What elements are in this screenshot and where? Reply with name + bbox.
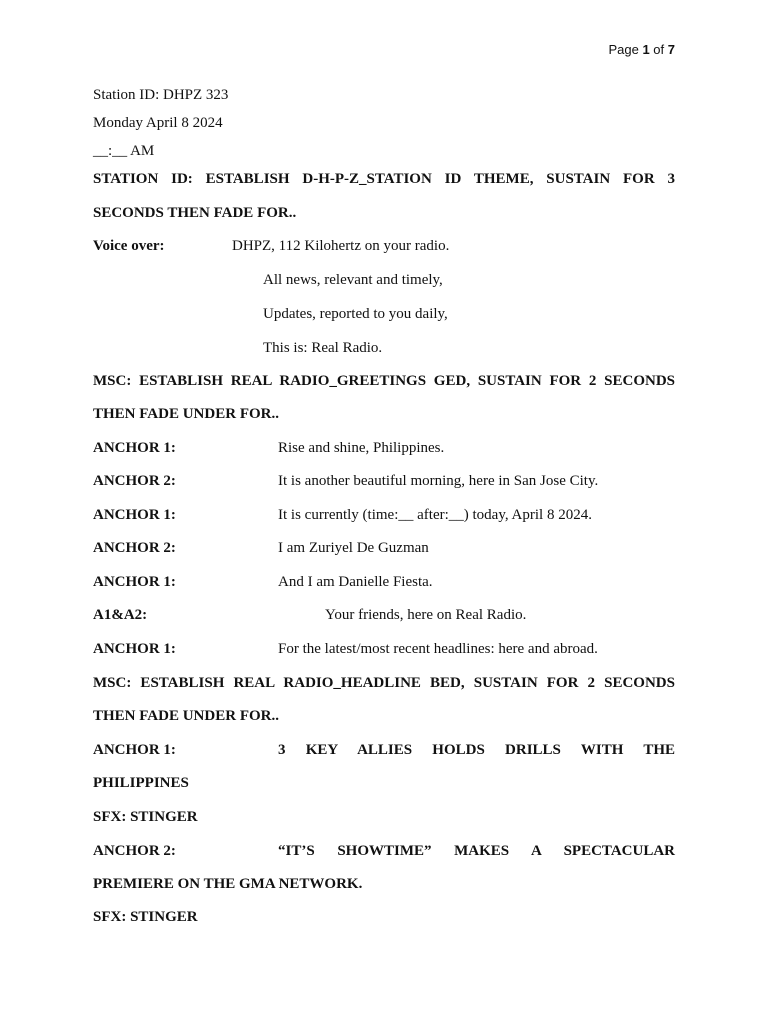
headline-row bbox=[93, 742, 675, 759]
voice-over-label: Voice over: bbox=[93, 238, 165, 254]
greetings-cue-line2: THEN FADE UNDER FOR.. bbox=[93, 406, 279, 422]
dialogue-row bbox=[93, 607, 675, 624]
speaker-label: ANCHOR 1: bbox=[93, 440, 176, 456]
speaker-label: ANCHOR 1: bbox=[93, 641, 176, 657]
speaker-label: ANCHOR 2: bbox=[93, 540, 176, 556]
dialogue-text: And I am Danielle Fiesta. bbox=[278, 574, 433, 590]
page-number bbox=[608, 42, 675, 57]
headline-text: “IT’S SHOWTIME” MAKES A SPECTACULAR bbox=[278, 843, 675, 859]
headline-row bbox=[93, 843, 675, 860]
dialogue-text: For the latest/most recent headlines: here and abroad. bbox=[278, 641, 598, 657]
page-prefix: Page bbox=[608, 42, 639, 57]
dialogue-text: It is currently (time:__ after:__) today, April 8 2024. bbox=[278, 507, 592, 523]
voice-over-row bbox=[93, 238, 675, 255]
speaker-label: ANCHOR 2: bbox=[93, 843, 176, 859]
page-of: of bbox=[653, 42, 665, 57]
speaker-label: A1&A2: bbox=[93, 607, 148, 623]
dialogue-row bbox=[93, 473, 675, 490]
dialogue-text: I am Zuriyel De Guzman bbox=[278, 540, 429, 556]
sfx-cue: SFX: STINGER bbox=[93, 909, 198, 925]
dialogue-text: It is another beautiful morning, here in San Jose City. bbox=[278, 473, 599, 489]
headline-text-continued: PHILIPPINES bbox=[93, 775, 189, 791]
station-id-cue-line1: STATION ID: ESTABLISH D-H-P-Z_STATION ID THEME, SUSTAIN FOR 3 bbox=[93, 171, 675, 187]
headline-cue-line2: THEN FADE UNDER FOR.. bbox=[93, 708, 279, 724]
voice-over-line: DHPZ, 112 Kilohertz on your radio. bbox=[232, 238, 450, 254]
dialogue-row bbox=[93, 440, 675, 457]
sfx-cue: SFX: STINGER bbox=[93, 809, 198, 825]
voice-over-line: Updates, reported to you daily, bbox=[263, 306, 448, 322]
time-line: __:__ AM bbox=[93, 143, 155, 159]
speaker-label: ANCHOR 1: bbox=[93, 574, 176, 590]
dialogue-text: Your friends, here on Real Radio. bbox=[325, 607, 527, 623]
dialogue-text: Rise and shine, Philippines. bbox=[278, 440, 445, 456]
headline-text: 3 KEY ALLIES HOLDS DRILLS WITH THE bbox=[278, 742, 675, 758]
speaker-label: ANCHOR 2: bbox=[93, 473, 176, 489]
headline-cue-line1: MSC: ESTABLISH REAL RADIO_HEADLINE BED, SUSTAIN FOR 2 SECONDS bbox=[93, 675, 675, 691]
dialogue-row bbox=[93, 540, 675, 557]
voice-over-line: All news, relevant and timely, bbox=[263, 272, 443, 288]
speaker-label: ANCHOR 1: bbox=[93, 742, 176, 758]
station-id-line: Station ID: DHPZ 323 bbox=[93, 87, 229, 103]
dialogue-row bbox=[93, 574, 675, 591]
speaker-label: ANCHOR 1: bbox=[93, 507, 176, 523]
headline-text-continued: PREMIERE ON THE GMA NETWORK. bbox=[93, 876, 363, 892]
station-id-cue-line2: SECONDS THEN FADE FOR.. bbox=[93, 205, 297, 221]
dialogue-row bbox=[93, 507, 675, 524]
voice-over-line: This is: Real Radio. bbox=[263, 340, 383, 356]
date-line: Monday April 8 2024 bbox=[93, 115, 223, 131]
page-current: 1 bbox=[642, 42, 650, 57]
greetings-cue-line1: MSC: ESTABLISH REAL RADIO_GREETINGS GED, SUSTAIN FOR 2 SECONDS bbox=[93, 373, 675, 389]
dialogue-row bbox=[93, 641, 675, 658]
page-total: 7 bbox=[667, 42, 675, 57]
